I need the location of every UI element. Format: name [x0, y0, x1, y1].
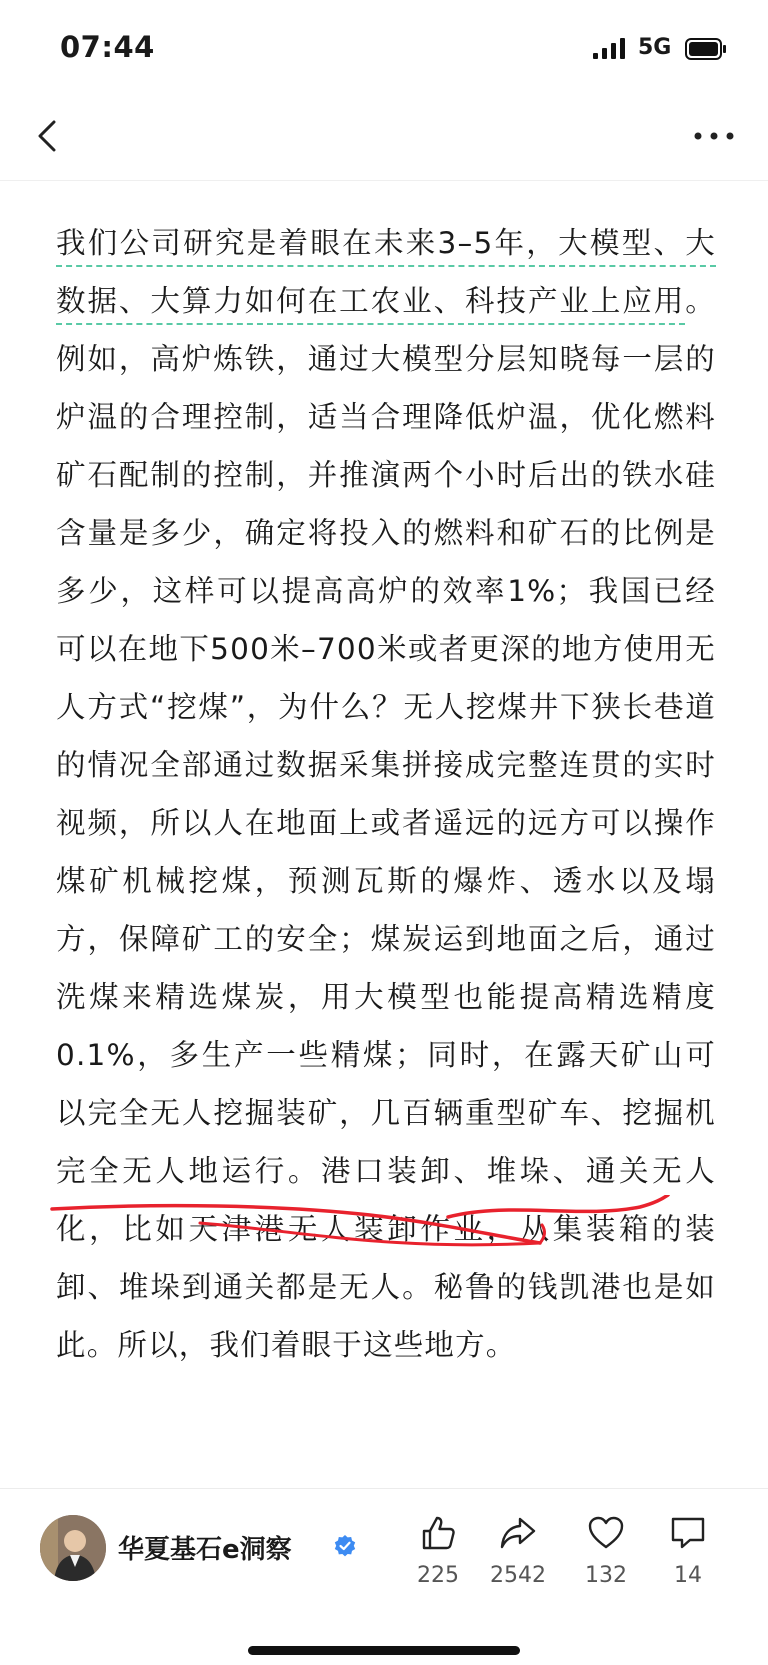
like-button[interactable] [398, 1513, 478, 1588]
favorite-count: 132 [585, 1563, 627, 1588]
underlined-highlight[interactable]: 我们公司研究是着眼在未来3–5年，大模型、大数据、大算力如何在工农业、科技产业上应用 [56, 226, 716, 318]
article-content [56, 214, 716, 1374]
comment-icon [668, 1513, 708, 1553]
battery-icon [685, 38, 727, 60]
author-avatar[interactable] [40, 1515, 106, 1581]
bottom-action-bar [0, 1488, 768, 1665]
author-name[interactable]: 华夏基石e洞察 [118, 1535, 292, 1565]
verified-badge-icon [333, 1534, 357, 1558]
share-button[interactable] [478, 1513, 558, 1588]
status-time: 07:44 [60, 30, 155, 64]
avatar-image [40, 1515, 106, 1581]
share-icon [498, 1513, 538, 1553]
status-bar [0, 0, 768, 96]
share-count: 2542 [490, 1563, 546, 1588]
home-indicator [248, 1646, 520, 1655]
comment-button[interactable] [648, 1513, 728, 1588]
favorite-button[interactable] [566, 1513, 646, 1588]
article-body-text: 。例如，高炉炼铁，通过大模型分层知晓每一层的炉温的合理控制，适当合理降低炉温，优化燃料矿石配制的控制，并推演两个小时后出的铁水硅含量是多少，确定将投入的燃料和矿石的比例是多少，这样可以提高高炉的效率1%；我国已经可以在地下500米–700米或者更深的地方使用无人方式“挖煤”，为什么？无人挖煤井下狭长巷道的情况全部通过数据采集拼接成完整连贯的实时视频，所以人在地面上或者遥远的远方可以操作煤矿机械挖煤，预测瓦斯的爆炸、透水以及塌方，保障矿工的安全；煤炭运到地面之后，通过洗煤来精选煤炭，用大模型也能提高精选精度0.1%，多生产一些精煤；同时，在露天矿山可以完全无人挖掘装矿，几百辆重型矿车、挖掘机完全无人地运行。港口装卸、堆垛、通关无人化，比如天津港无人装卸作业，从集装箱的装卸、堆垛到通关都是无人。秘鲁的钱凯港也是如此。所以，我们着眼于这些地方。 [56, 284, 716, 1362]
heart-icon [586, 1513, 626, 1553]
like-count: 225 [417, 1563, 459, 1588]
signal-icon [593, 38, 627, 60]
comment-count: 14 [674, 1563, 702, 1588]
article-paragraph [56, 214, 716, 1374]
thumbs-up-icon [418, 1513, 458, 1553]
back-icon[interactable] [28, 114, 72, 158]
nav-bar [0, 96, 768, 181]
more-options-icon[interactable] [690, 118, 738, 154]
network-type: 5G [638, 35, 672, 60]
